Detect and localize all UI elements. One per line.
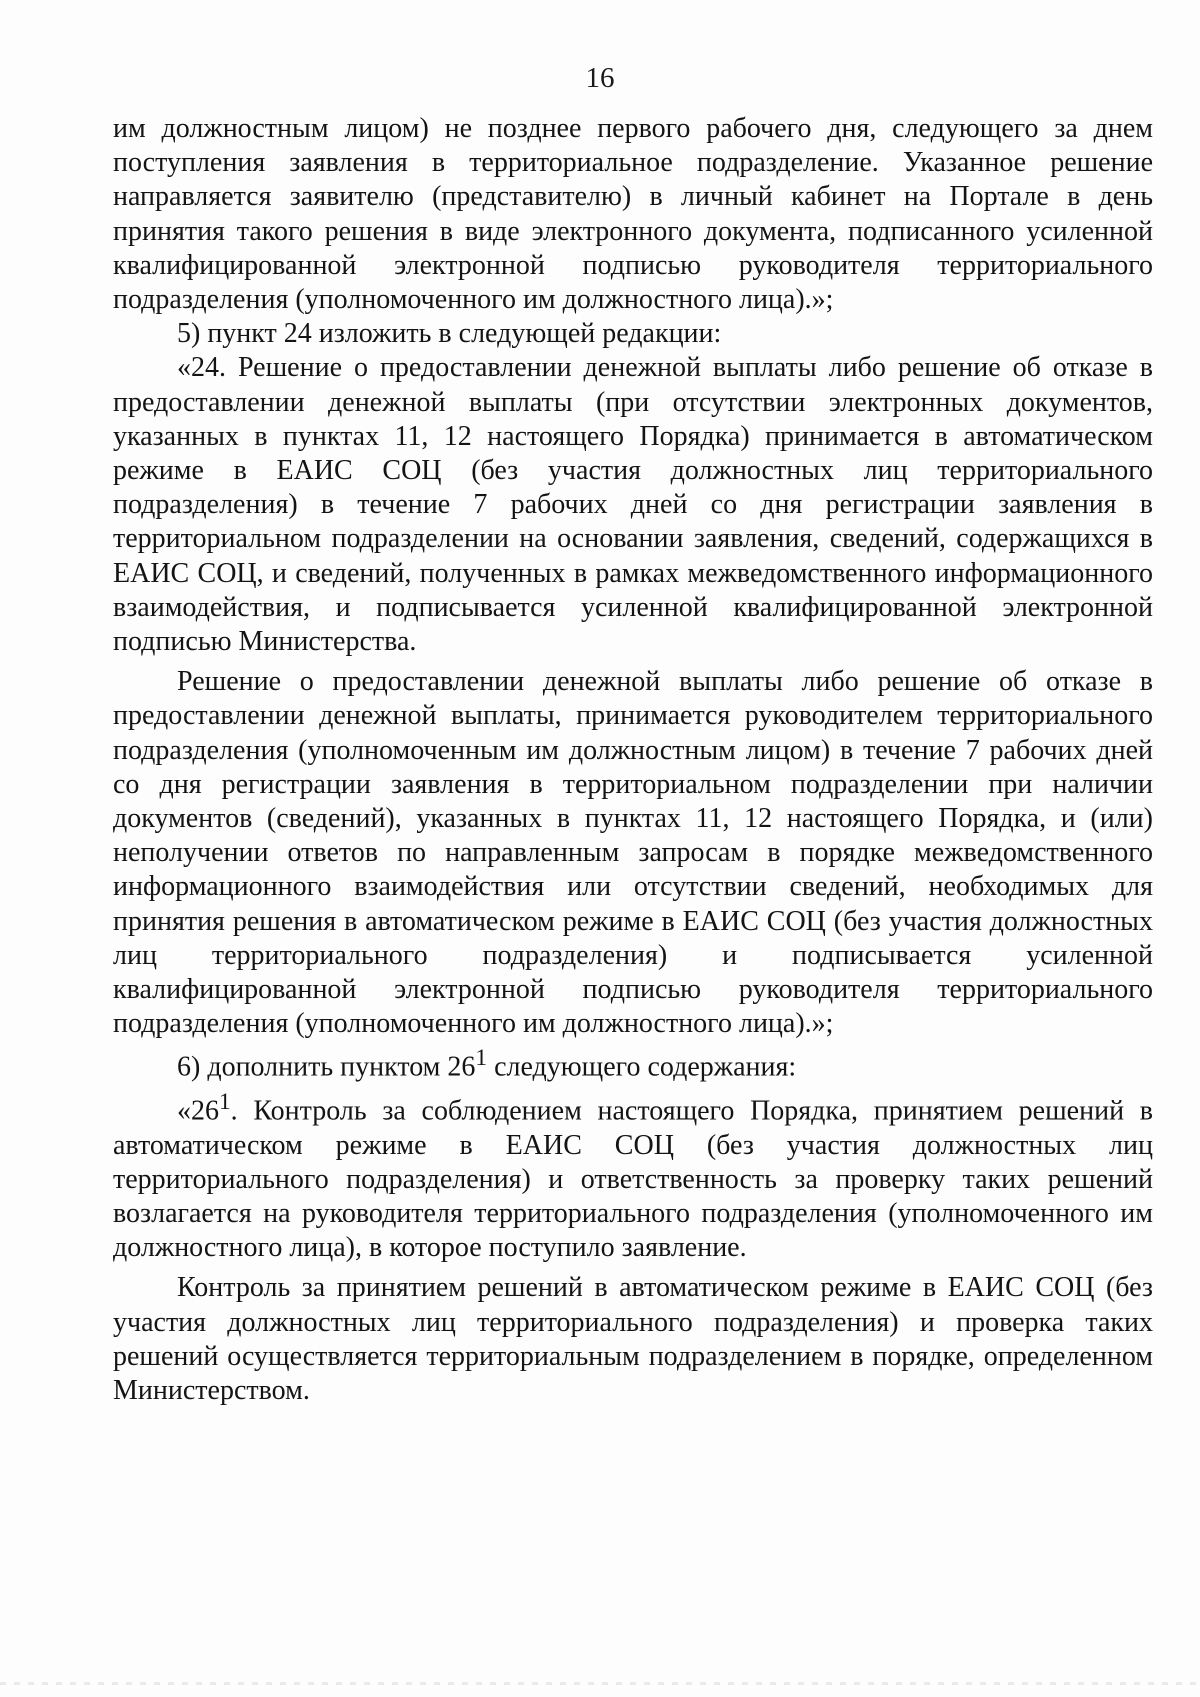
paragraph-text: 6) дополнить пунктом 26: [177, 1051, 476, 1083]
paragraph-continuation: [113, 112, 1153, 317]
superscript-index: 1: [219, 1089, 231, 1116]
paragraph-control: [113, 1271, 1153, 1408]
page-number: 16: [585, 62, 615, 94]
paragraph-text: . Контроль за соблюдением настоящего Порядка, принятием решений в автоматическом режиме в ЕАИС СОЦ (без участия должностных лиц территориального подразделения) и ответственность за проверку таких решений возлагается на руководителя территориального подразделения (уполномоченного им должностного лица), в которое поступило заявление.: [113, 1095, 1153, 1264]
paragraph-text: «26: [177, 1095, 219, 1127]
paragraph-text: 5) пункт 24 изложить в следующей редакции:: [177, 318, 722, 350]
paragraph-decision-manual: [113, 665, 1153, 1041]
paragraph-text: им должностным лицом) не позднее первого рабочего дня, следующего за днем поступления заявления в территориальное подразделение. Указанное решение направляется заявителю (представителю) в личный кабинет на Портале в день принятия такого решения в виде электронного документа, подписанного усиленной квалифицированной электронной подписью руководителя территориального подразделения (уполномоченного им должностного лица).»;: [113, 113, 1153, 316]
paragraph-item-6: [113, 1041, 1153, 1085]
scan-edge-artifact: [0, 1682, 1200, 1685]
paragraph-text: следующего содержания:: [487, 1051, 797, 1083]
document-body: [113, 112, 1153, 1408]
paragraph-text: Решение о предоставлении денежной выплаты либо решение об отказе в предоставлении денежной выплаты, принимается руководителем территориального подразделения (уполномоченным им должностным лицом) в течение 7 рабочих дней со дня регистрации заявления в территориальном подразделении при наличии документов (сведений), указанных в пунктах 11, 12 настоящего Порядка, и (или) неполучении ответов по направленным запросам в порядке межведомственного информационного взаимодействия или отсутствии сведений, необходимых для принятия решения в автоматическом режиме в ЕАИС СОЦ (без участия должностных лиц территориального подразделения) и подписывается усиленной квалифицированной электронной подписью руководителя территориального подразделения (уполномоченного им должностного лица).»;: [113, 666, 1153, 1040]
paragraph-point-24: [113, 351, 1153, 659]
paragraph-item-5: [113, 317, 1153, 351]
paragraph-text: Контроль за принятием решений в автоматическом режиме в ЕАИС СОЦ (без участия должностных лиц территориального подразделения) и проверка таких решений осуществляется территориальным подразделением в порядке, определенном Министерством.: [113, 1272, 1153, 1406]
paragraph-point-26-1: [113, 1085, 1153, 1265]
superscript-index: 1: [475, 1045, 488, 1072]
paragraph-text: «24. Решение о предоставлении денежной выплаты либо решение об отказе в предоставлении денежной выплаты (при отсутствии электронных документов, указанных в пунктах 11, 12 настоящего Порядка) принимается в автоматическом режиме в ЕАИС СОЦ (без участия должностных лиц территориального подразделения) в течение 7 рабочих дней со дня регистрации заявления в территориальном подразделении на основании заявления, сведений, содержащихся в ЕАИС СОЦ, и сведений, полученных в рамках межведомственного информационного взаимодействия, и подписывается усиленной квалифицированной электронной подписью Министерства.: [113, 352, 1153, 658]
